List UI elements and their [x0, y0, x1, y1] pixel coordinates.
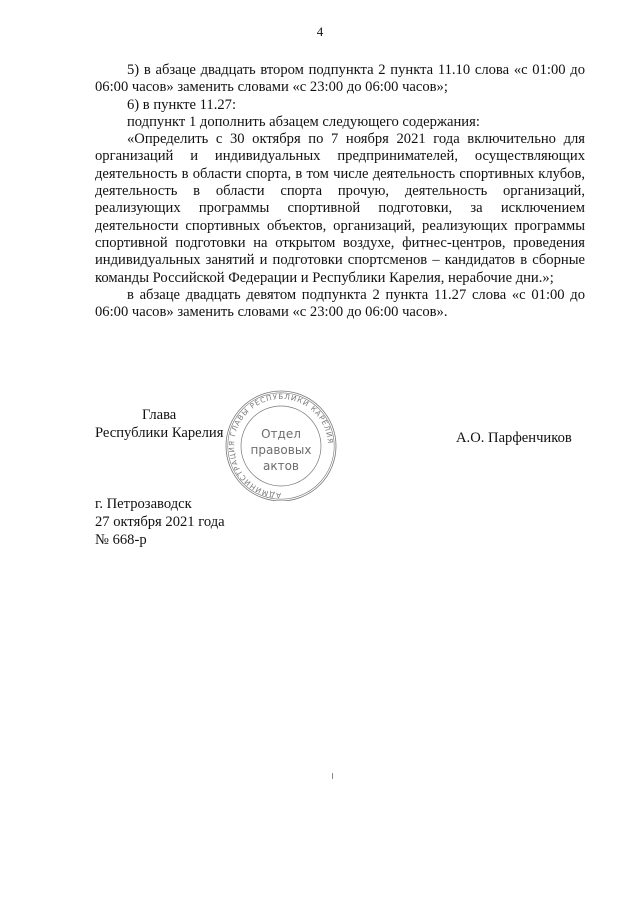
signatory-name: А.О. Парфенчиков: [456, 430, 572, 446]
paragraph-quoted-text: «Определить с 30 октября по 7 ноября 2021 года включительно для организаций и индивидуальных предпринимателей, осуществляющих деятельность в области спорта, в том числе деятельность спортивных клубов, деятельность в области спорта прочую, деятельность организаций, реализующих программы спортивной подготовки, за исключением деятельности спортивных объектов, организаций, реализующих программы спортивной подготовки на открытом воздухе, фитнес-центров, проведения индивидуальных занятий и подготовки спортсменов – кандидатов в сборные команды Российской Федерации и Республики Карелия, нерабочие дни.»;: [95, 131, 585, 286]
stamp-center-line-1: Отдел: [261, 427, 301, 441]
document-body: [95, 62, 585, 321]
paragraph-item-5: 5) в абзаце двадцать втором подпункта 2 пункта 11.10 слова «с 01:00 до 06:00 часов» заменить словами «с 23:00 до 06:00 часов»;: [95, 62, 585, 96]
footer-city: г. Петрозаводск: [95, 496, 192, 512]
page-number: 4: [316, 24, 324, 39]
footer-date: 27 октября 2021 года: [95, 514, 225, 530]
paragraph-amendment: в абзаце двадцать девятом подпункта 2 пункта 11.27 слова «с 01:00 до 06:00 часов» заменить словами «с 23:00 до 06:00 часов».: [95, 286, 585, 321]
footer-number: № 668-р: [95, 532, 147, 548]
official-stamp-icon: [216, 389, 346, 501]
scan-artifact: [332, 773, 333, 779]
stamp-center-line-3: актов: [262, 459, 300, 473]
paragraph-subitem-intro: подпункт 1 дополнить абзацем следующего содержания:: [127, 113, 480, 130]
document-footer: [95, 495, 225, 549]
signature-title-line-2: Республики Карелия: [95, 425, 224, 441]
stamp-ring-text: АДМИНИСТРАЦИЯ ГЛАВЫ РЕСПУБЛИКИ КАРЕЛИЯ: [226, 391, 336, 501]
stamp-center-line-2: правовых: [250, 443, 312, 457]
paragraph-item-6: 6) в пункте 11.27:: [127, 96, 237, 113]
signature-block: [95, 406, 223, 442]
signature-title-line-1: Глава: [142, 407, 177, 423]
